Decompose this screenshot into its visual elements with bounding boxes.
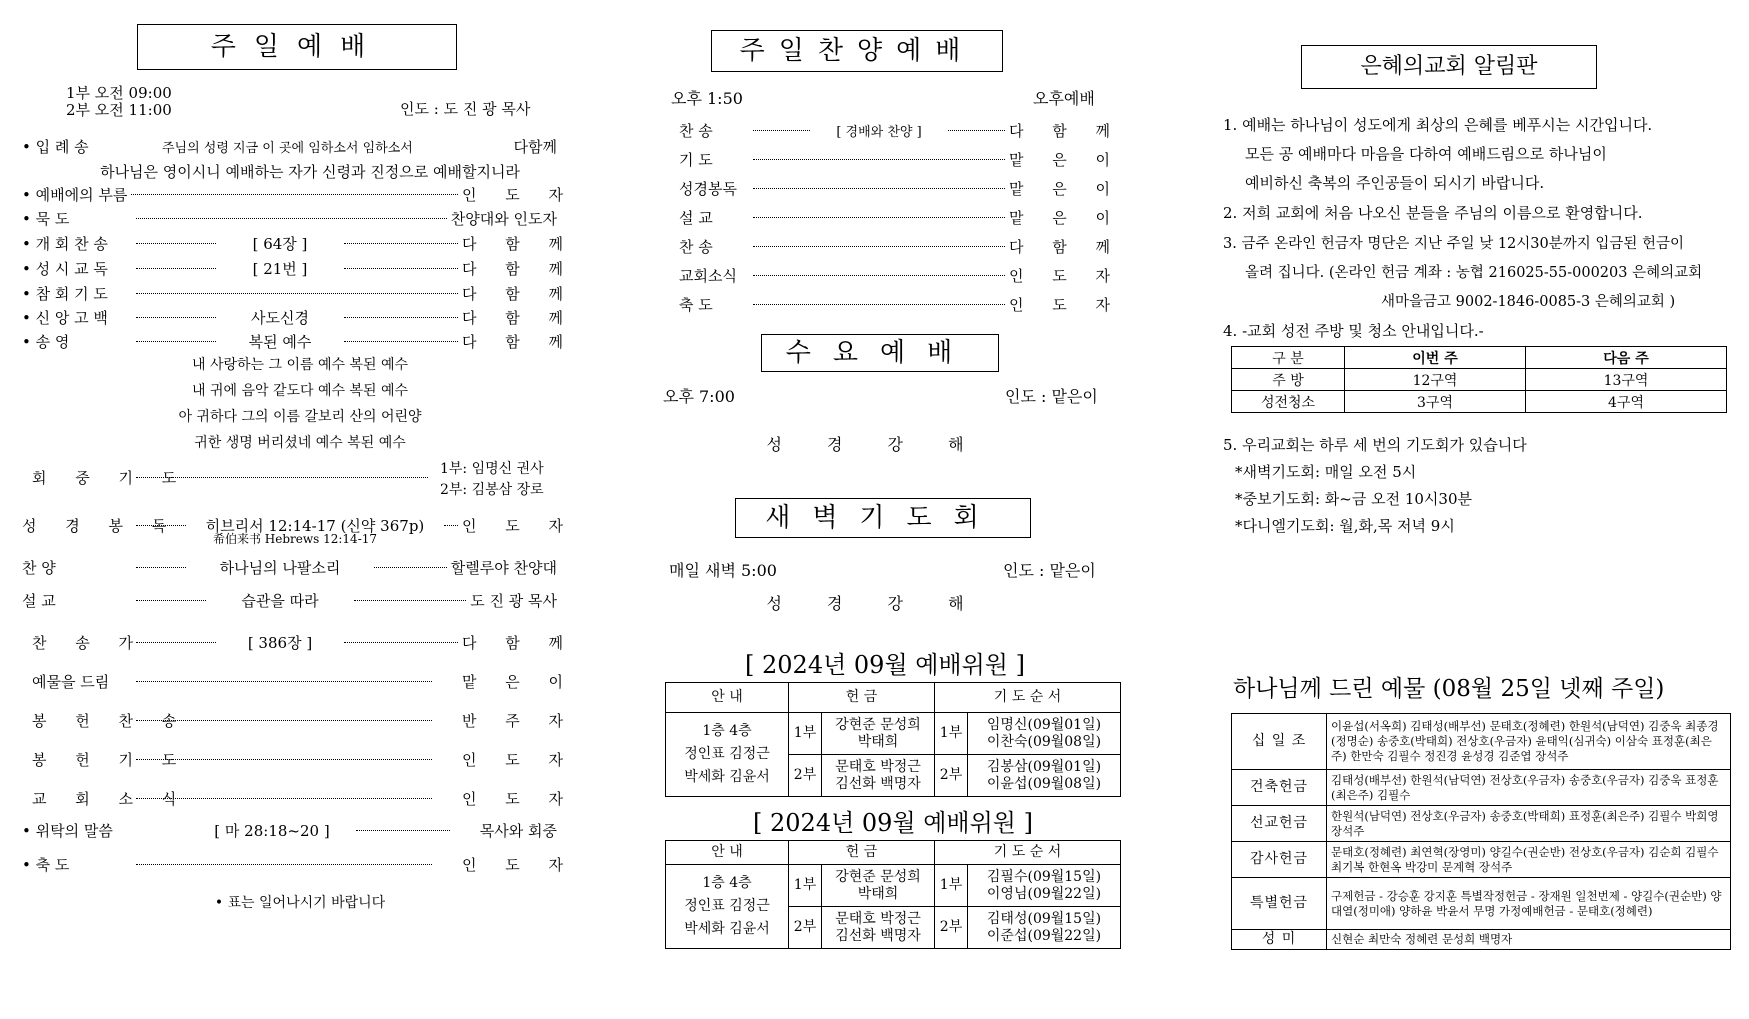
- wednesday-content: 성 경 강 해: [766, 435, 984, 454]
- order-responsive-reading: • 성 시 교 독 [ 21번 ] 다 함 께: [22, 260, 576, 278]
- notice-3-line-1: 3. 금주 온라인 헌금자 명단은 지난 주일 낮 12시30분까지 입금된 헌금이: [1223, 236, 1685, 252]
- middle-column: [655, 0, 1135, 1019]
- notice-3-line-3: 새마을금고 9002-1846-0085-3 은혜의교회 ): [1381, 294, 1676, 310]
- lyrics-line-2: 내 귀에 음악 같도다 예수 복된 예수: [191, 383, 409, 399]
- order-silent-prayer: • 묵 도 찬양대와 인도자: [22, 210, 557, 228]
- cleaning-table: 구 분 이번 주 다음 주 주 방 12구역 13구역 성전청소 3구역 4구역: [1231, 346, 1727, 413]
- order-scripture-reading: 성 경 봉 독 히브리서 12:14-17 (신약 367p) 인 도 자: [22, 517, 576, 535]
- dawn-leader: 인도 : 맡은이: [1003, 561, 1096, 580]
- order-choir: 찬 양 하나님의 나팔소리 할렐루야 찬양대: [22, 559, 557, 577]
- order-offering-prayer: 봉 헌 기 도 인 도 자: [32, 751, 576, 769]
- offering-row-thanksgiving: 감사헌금 문태호(정혜련) 최연혁(장영미) 양길수(권순반) 전상호(우금자) 김순희 김필수 최기복 한현옥 박강미 문계혁 장석주: [1232, 842, 1731, 878]
- lyrics-line-4: 귀한 생명 버리셨네 예수 복된 예수: [194, 435, 406, 451]
- sunday-leader: 인도 : 도 진 광 목사: [400, 100, 531, 118]
- notice-5: 5. 우리교회는 하루 세 번의 기도회가 있습니다: [1223, 436, 1527, 454]
- praise-type: 오후예배: [1033, 89, 1095, 108]
- standing-footnote: • 표는 일어나시기 바랍니다: [214, 895, 386, 911]
- wednesday-title-box: [761, 334, 999, 372]
- sunday-title: 주일예배: [210, 32, 384, 62]
- notice-1-line-2: 모든 공 예배마다 마음을 다하여 예배드림으로 하나님이: [1245, 145, 1607, 163]
- order-call-to-worship: • 예배에의 부름 인 도 자: [22, 186, 576, 204]
- committee2-table: 안 내 헌 금 기 도 순 서 1층 4층 정인표 김정근 박세화 김윤서 1부 강현준 문성희 박태희 1부 김필수(09월15일) 이영님(09월22일) 2부 문태호 박정근 김선화 백명자 2부 김태성(09월15일) 이준섭(09월22일): [665, 840, 1121, 949]
- dawn-title: 새벽기도회: [765, 503, 1001, 533]
- order-hymn: 찬 송 가 [ 386장 ] 다 함 께: [32, 634, 576, 652]
- prayer-meeting-dawn: *새벽기도회: 매일 오전 5시: [1235, 463, 1417, 481]
- dawn-title-box: [735, 498, 1031, 538]
- offering-row-mission: 선교헌금 한원석(남덕연) 전상호(우금자) 송중호(박태희) 표정훈(최은주) 김필수 박희영 장석주: [1232, 806, 1731, 842]
- offerings-title: 하나님께 드린 예물 (08월 25일 넷째 주일): [1233, 676, 1665, 702]
- committee1-title: [ 2024년 09월 예배위원 ]: [745, 651, 1025, 679]
- notice-1-line-1: 1. 예배는 하나님이 성도에게 최상의 은혜를 베푸시는 시간입니다.: [1223, 116, 1653, 134]
- praise-item-news: 교회소식 인 도 자: [679, 267, 1123, 285]
- committee1-guide: 1층 4층 정인표 김정근 박세화 김윤서: [666, 713, 789, 797]
- order-commission: • 위탁의 말씀 [ 마 28:18~20 ] 목사와 회중: [22, 822, 557, 840]
- order-benediction: • 축 도 인 도 자: [22, 856, 576, 874]
- notice-1-line-3: 예비하신 축복의 주인공들이 되시기 바랍니다.: [1245, 174, 1545, 192]
- sunday-title-box: [137, 24, 457, 70]
- praise-item-hymn: 찬 송 [ 경배와 찬양 ] 다 함 께: [679, 122, 1123, 140]
- lyrics-line-1: 내 사랑하는 그 이름 예수 복된 예수: [191, 357, 409, 373]
- praise-title-box: [711, 30, 1003, 72]
- praise-item-reading: 성경봉독 맡 은 이: [679, 180, 1123, 198]
- offering-row-special: 특별헌금 구제헌금 - 강승훈 강지훈 특별작정헌금 - 장재원 일천번제 - 양길수(권순반) 양대열(정미애) 양하윤 박윤서 무명 가정예배헌금 - 문태호(정혜련): [1232, 878, 1731, 930]
- order-offering: 예물을 드림 맡 은 이: [32, 673, 576, 691]
- notice-2: 2. 저희 교회에 처음 나오신 분들을 주님의 이름으로 환영합니다.: [1223, 204, 1643, 222]
- board-title-box: [1301, 45, 1597, 89]
- bulletin-board-column: [1215, 0, 1749, 1019]
- committee2-title: [ 2024년 09월 예배위원 ]: [753, 809, 1033, 837]
- reading-ref-2: 希伯来书 Hebrews 12:14-17: [212, 532, 378, 546]
- order-doxology: • 송 영 복된 예수 다 함 께: [22, 333, 576, 351]
- order-confession-prayer: • 참 회 기 도 다 함 께: [22, 285, 576, 303]
- order-creed: • 신 앙 고 백 사도신경 다 함 께: [22, 309, 576, 327]
- board-title: 은혜의교회 알림판: [1360, 54, 1538, 79]
- order-congregation-prayer: 회 중 기 도: [32, 467, 432, 488]
- prayer-2: 2부: 김봉삼 장로: [440, 482, 544, 498]
- notice-4: 4. -교회 성전 주방 및 청소 안내입니다.-: [1223, 322, 1484, 340]
- sunday-time-1: 1부 오전 09:00: [66, 84, 172, 102]
- prayer-1: 1부: 임명신 권사: [440, 461, 544, 477]
- praise-item-sermon: 설 교 맡 은 이: [679, 209, 1123, 227]
- order-church-news: 교 회 소 식 인 도 자: [32, 790, 576, 808]
- offering-row-building: 건축헌금 김태성(배부선) 한원석(남덕연) 전상호(우금자) 송중호(우금자) 김중욱 표정훈(최은주) 김필수: [1232, 770, 1731, 806]
- wednesday-title: 수요예배: [785, 338, 975, 368]
- offerings-table: [1231, 713, 1731, 950]
- committee2-guide: 1층 4층 정인표 김정근 박세화 김윤서: [666, 865, 789, 949]
- wednesday-time: 오후 7:00: [663, 387, 735, 406]
- order-opening-hymn: • 개 회 찬 송 [ 64장 ] 다 함 께: [22, 235, 576, 253]
- praise-item-benediction: 축 도 인 도 자: [679, 296, 1123, 314]
- dawn-content: 성 경 강 해: [766, 594, 984, 613]
- praise-item-hymn-2: 찬 송 다 함 께: [679, 238, 1123, 256]
- sunday-column: [0, 0, 590, 1019]
- order-entrance-hymn: • 입 례 송 주님의 성령 지금 이 곳에 임하소서 임하소서 다함께: [22, 138, 557, 156]
- praise-title: 주일찬양예배: [739, 36, 975, 66]
- wednesday-leader: 인도 : 맡은이: [1005, 387, 1098, 406]
- prayer-meeting-intercession: *중보기도회: 화~금 오전 10시30분: [1235, 490, 1472, 508]
- praise-item-prayer: 기 도 맡 은 이: [679, 151, 1123, 169]
- order-entrance-verse: 하나님은 영이시니 예배하는 자가 신령과 진정으로 예배할지니라: [100, 163, 520, 181]
- sunday-time-2: 2부 오전 11:00: [66, 101, 172, 119]
- offering-row-tithe: 십 일 조 이윤섭(서옥희) 김태성(배부선) 문태호(정혜련) 한원석(남덕연) 김중욱 최종경(정명순) 송중호(박태희) 전상호(우금자) 윤태익(심귀숙) 이삼숙 표정훈(최은주) 한만숙 김필수 정진경 윤성경 김준엽 장석주: [1232, 714, 1731, 770]
- offering-row-rice: 성 미 신현순 최만숙 정혜련 문성희 백명자: [1232, 930, 1731, 950]
- praise-time: 오후 1:50: [671, 89, 743, 108]
- notice-3-line-2: 올려 집니다. (온라인 헌금 계좌 : 농협 216025-55-000203 은혜의교회: [1245, 265, 1703, 281]
- order-offering-hymn: 봉 헌 찬 송 반 주 자: [32, 712, 576, 730]
- order-sermon: 설 교 습관을 따라 도 진 광 목사: [22, 592, 557, 610]
- lyrics-line-3: 아 귀하다 그의 이름 갈보리 산의 어린양: [178, 409, 422, 425]
- prayer-meeting-daniel: *다니엘기도회: 월,화,목 저녁 9시: [1235, 517, 1455, 535]
- dawn-time: 매일 새벽 5:00: [669, 561, 777, 580]
- committee1-table: 안 내 헌 금 기 도 순 서 1층 4층 정인표 김정근 박세화 김윤서 1부 강현준 문성희 박태희 1부 임명신(09월01일) 이찬숙(09월08일) 2부 문태호 박정근 김선화 백명자 2부 김봉삼(09월01일) 이윤섭(09월08일): [665, 682, 1121, 797]
